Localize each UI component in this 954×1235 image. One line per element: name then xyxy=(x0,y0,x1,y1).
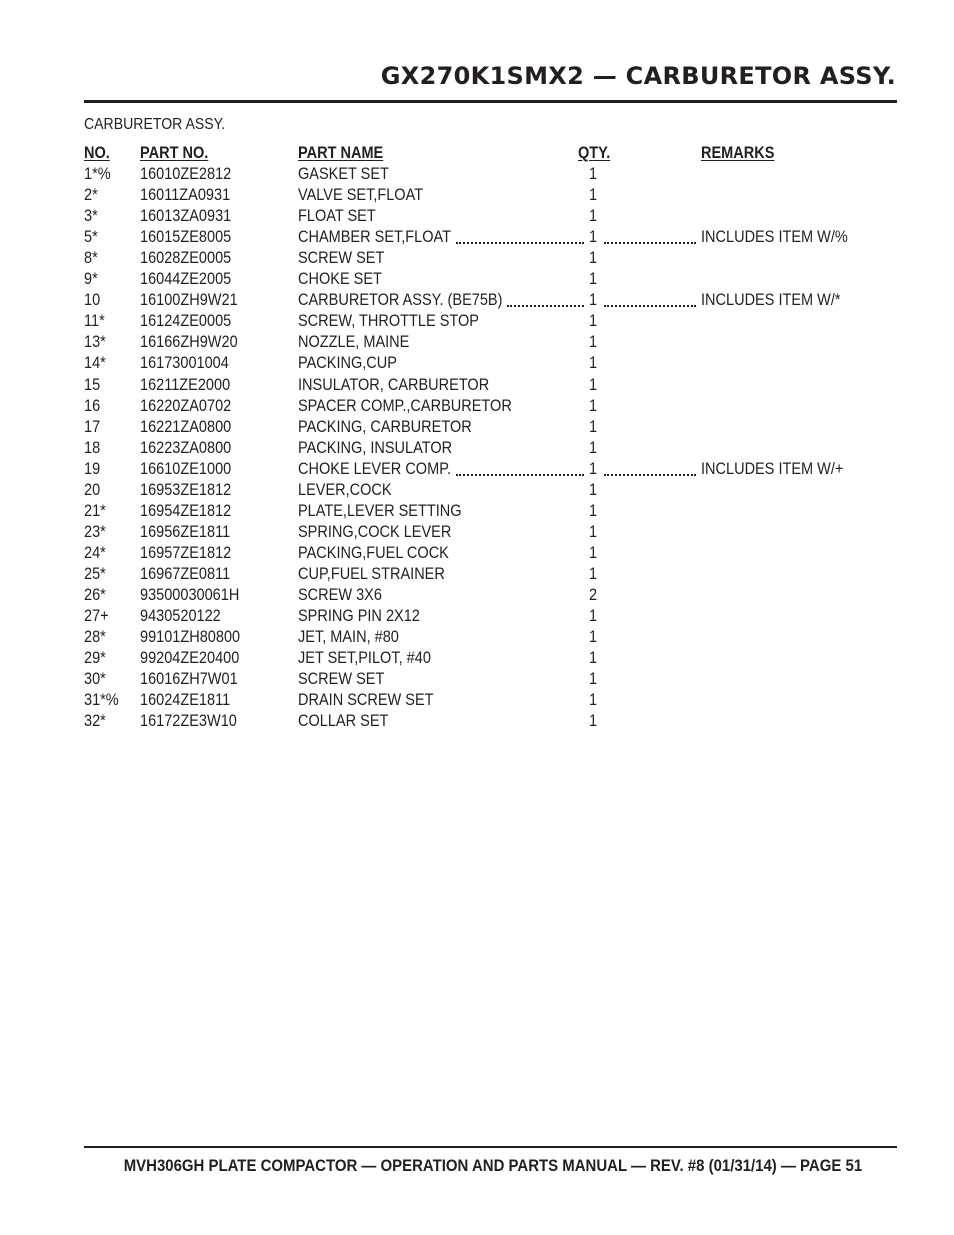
row-no: 10 xyxy=(84,291,101,310)
row-part-name: SCREW 3X6 xyxy=(298,586,382,604)
table-row xyxy=(0,627,954,648)
leader-dots xyxy=(604,474,696,476)
row-part-no: 99101ZH80800 xyxy=(140,628,241,647)
row-part-no: 16956ZE1811 xyxy=(140,522,231,541)
page-footer: MVH306GH PLATE COMPACTOR — OPERATION AND PARTS MANUAL — REV. #8 (01/31/14) — PAGE 51 xyxy=(123,1156,862,1175)
row-remarks: INCLUDES ITEM W/% xyxy=(701,228,848,247)
table-row xyxy=(0,227,954,248)
leader-dots xyxy=(604,242,696,244)
row-no: 20 xyxy=(84,480,101,499)
row-part-no: 16010ZE2812 xyxy=(140,165,232,183)
table-row xyxy=(0,480,954,501)
row-qty: 1 xyxy=(589,670,598,689)
table-row xyxy=(0,648,954,669)
row-qty: 1 xyxy=(589,649,598,668)
row-no: 26* xyxy=(84,586,106,604)
row-part-no: 16013ZA0931 xyxy=(140,207,232,226)
row-qty: 1 xyxy=(589,186,598,205)
row-qty: 1 xyxy=(589,354,598,373)
leader-dots xyxy=(456,474,584,476)
row-qty: 1 xyxy=(589,459,598,478)
row-part-name: PACKING, INSULATOR xyxy=(298,438,453,457)
row-part-no: 16011ZA0931 xyxy=(140,186,231,205)
table-row xyxy=(0,711,954,732)
row-qty: 1 xyxy=(589,607,598,626)
row-part-no: 16044ZE2005 xyxy=(140,270,232,289)
row-part-name: JET SET,PILOT, #40 xyxy=(298,649,431,668)
footer-rule xyxy=(84,1146,897,1148)
table-row xyxy=(0,311,954,332)
row-no: 23* xyxy=(84,522,106,541)
row-part-name: CHAMBER SET,FLOAT xyxy=(298,228,452,247)
table-row xyxy=(0,690,954,711)
table-row xyxy=(0,564,954,585)
row-part-no: 16024ZE1811 xyxy=(140,691,231,710)
row-remarks: INCLUDES ITEM W/+ xyxy=(701,459,844,478)
row-no: 17 xyxy=(84,417,101,436)
page-title: GX270K1SMX2 — CARBURETOR ASSY. xyxy=(380,62,896,90)
row-part-no: 16221ZA0800 xyxy=(140,417,232,436)
row-no: 25* xyxy=(84,564,106,583)
row-qty: 2 xyxy=(589,586,598,604)
row-part-name: GASKET SET xyxy=(298,165,389,183)
row-part-name: NOZZLE, MAINE xyxy=(298,333,410,352)
row-no: 31*% xyxy=(84,691,119,710)
table-row xyxy=(0,269,954,290)
row-qty: 1 xyxy=(589,270,598,289)
row-qty: 1 xyxy=(589,333,598,352)
row-qty: 1 xyxy=(589,712,598,731)
row-qty: 1 xyxy=(589,249,598,268)
row-part-no: 16953ZE1812 xyxy=(140,480,232,499)
row-part-no: 16220ZA0702 xyxy=(140,396,232,415)
title-rule xyxy=(84,100,897,103)
row-no: 15 xyxy=(84,375,101,394)
row-no: 13* xyxy=(84,333,106,352)
row-remarks: INCLUDES ITEM W/* xyxy=(701,291,841,310)
row-part-name: SPRING,COCK LEVER xyxy=(298,522,452,541)
row-part-no: 16016ZH7W01 xyxy=(140,670,238,689)
row-part-no: 16967ZE0811 xyxy=(140,564,231,583)
row-no: 28* xyxy=(84,628,106,647)
row-qty: 1 xyxy=(589,291,598,310)
row-no: 9* xyxy=(84,270,98,289)
row-part-name: FLOAT SET xyxy=(298,207,376,226)
table-row xyxy=(0,248,954,269)
row-no: 5* xyxy=(84,228,98,247)
table-row xyxy=(0,353,954,374)
row-part-name: VALVE SET,FLOAT xyxy=(298,186,424,205)
table-row xyxy=(0,543,954,564)
row-part-name: PLATE,LEVER SETTING xyxy=(298,501,462,520)
row-qty: 1 xyxy=(589,522,598,541)
row-qty: 1 xyxy=(589,564,598,583)
row-part-no: 93500030061H xyxy=(140,586,240,604)
row-qty: 1 xyxy=(589,417,598,436)
row-part-no: 16957ZE1812 xyxy=(140,543,232,562)
row-part-no: 99204ZE20400 xyxy=(140,649,240,668)
row-qty: 1 xyxy=(589,228,598,247)
row-part-no: 16028ZE0005 xyxy=(140,249,232,268)
row-no: 29* xyxy=(84,649,106,668)
row-no: 16 xyxy=(84,396,101,415)
row-part-no: 16124ZE0005 xyxy=(140,312,232,331)
row-qty: 1 xyxy=(589,312,598,331)
row-part-no: 16610ZE1000 xyxy=(140,459,232,478)
header-remarks: REMARKS xyxy=(701,144,775,162)
row-part-no: 16954ZE1812 xyxy=(140,501,232,520)
table-row xyxy=(0,669,954,690)
table-row xyxy=(0,438,954,459)
row-part-name: PACKING, CARBURETOR xyxy=(298,417,472,436)
row-qty: 1 xyxy=(589,543,598,562)
table-header xyxy=(0,143,954,164)
table-row xyxy=(0,206,954,227)
row-part-name: PACKING,CUP xyxy=(298,354,397,373)
header-part-no: PART NO. xyxy=(140,144,209,162)
row-part-no: 16015ZE8005 xyxy=(140,228,232,247)
row-no: 24* xyxy=(84,543,106,562)
row-part-name: JET, MAIN, #80 xyxy=(298,628,399,647)
row-no: 27+ xyxy=(84,607,109,626)
row-qty: 1 xyxy=(589,438,598,457)
table-row xyxy=(0,522,954,543)
table-row xyxy=(0,417,954,438)
row-part-no: 16173001004 xyxy=(140,354,229,373)
row-part-name: SCREW, THROTTLE STOP xyxy=(298,312,479,331)
row-no: 11* xyxy=(84,312,105,331)
row-part-name: LEVER,COCK xyxy=(298,480,392,499)
row-part-name: SPRING PIN 2X12 xyxy=(298,607,420,626)
row-part-name: INSULATOR, CARBURETOR xyxy=(298,375,490,394)
row-no: 1*% xyxy=(84,165,111,183)
row-part-name: COLLAR SET xyxy=(298,712,389,731)
row-no: 21* xyxy=(84,501,106,520)
table-row xyxy=(0,459,954,480)
header-part-name: PART NAME xyxy=(298,144,384,162)
row-qty: 1 xyxy=(589,375,598,394)
table-row xyxy=(0,185,954,206)
row-part-no: 16172ZE3W10 xyxy=(140,712,237,731)
row-part-name: CHOKE SET xyxy=(298,270,382,289)
table-row xyxy=(0,606,954,627)
row-part-name: SPACER COMP.,CARBURETOR xyxy=(298,396,512,415)
section-label: CARBURETOR ASSY. xyxy=(84,116,226,133)
row-no: 19 xyxy=(84,459,101,478)
row-no: 14* xyxy=(84,354,106,373)
row-no: 8* xyxy=(84,249,98,268)
row-qty: 1 xyxy=(589,691,598,710)
table-row xyxy=(0,396,954,417)
row-part-name: DRAIN SCREW SET xyxy=(298,691,434,710)
row-part-name: PACKING,FUEL COCK xyxy=(298,543,449,562)
row-no: 3* xyxy=(84,207,98,226)
row-part-no: 16211ZE2000 xyxy=(140,375,231,394)
row-qty: 1 xyxy=(589,480,598,499)
row-part-name: CHOKE LEVER COMP. xyxy=(298,459,452,478)
row-no: 32* xyxy=(84,712,106,731)
row-part-name: SCREW SET xyxy=(298,670,385,689)
table-row xyxy=(0,501,954,522)
row-part-no: 9430520122 xyxy=(140,607,221,626)
table-row xyxy=(0,164,954,185)
row-part-name: SCREW SET xyxy=(298,249,385,268)
table-row xyxy=(0,332,954,353)
row-part-no: 16166ZH9W20 xyxy=(140,333,238,352)
row-qty: 1 xyxy=(589,501,598,520)
row-qty: 1 xyxy=(589,628,598,647)
table-row xyxy=(0,585,954,606)
table-row xyxy=(0,375,954,396)
leader-dots xyxy=(507,305,584,307)
row-no: 2* xyxy=(84,186,98,205)
header-qty: QTY. xyxy=(578,144,611,162)
table-row xyxy=(0,290,954,311)
row-qty: 1 xyxy=(589,207,598,226)
row-qty: 1 xyxy=(589,396,598,415)
row-part-no: 16100ZH9W21 xyxy=(140,291,238,310)
row-no: 18 xyxy=(84,438,101,457)
leader-dots xyxy=(604,305,696,307)
row-qty: 1 xyxy=(589,165,598,183)
row-part-name: CARBURETOR ASSY. (BE75B) xyxy=(298,291,503,310)
row-part-no: 16223ZA0800 xyxy=(140,438,232,457)
row-part-name: CUP,FUEL STRAINER xyxy=(298,564,445,583)
row-no: 30* xyxy=(84,670,106,689)
leader-dots xyxy=(456,242,584,244)
header-no: NO. xyxy=(84,144,110,162)
